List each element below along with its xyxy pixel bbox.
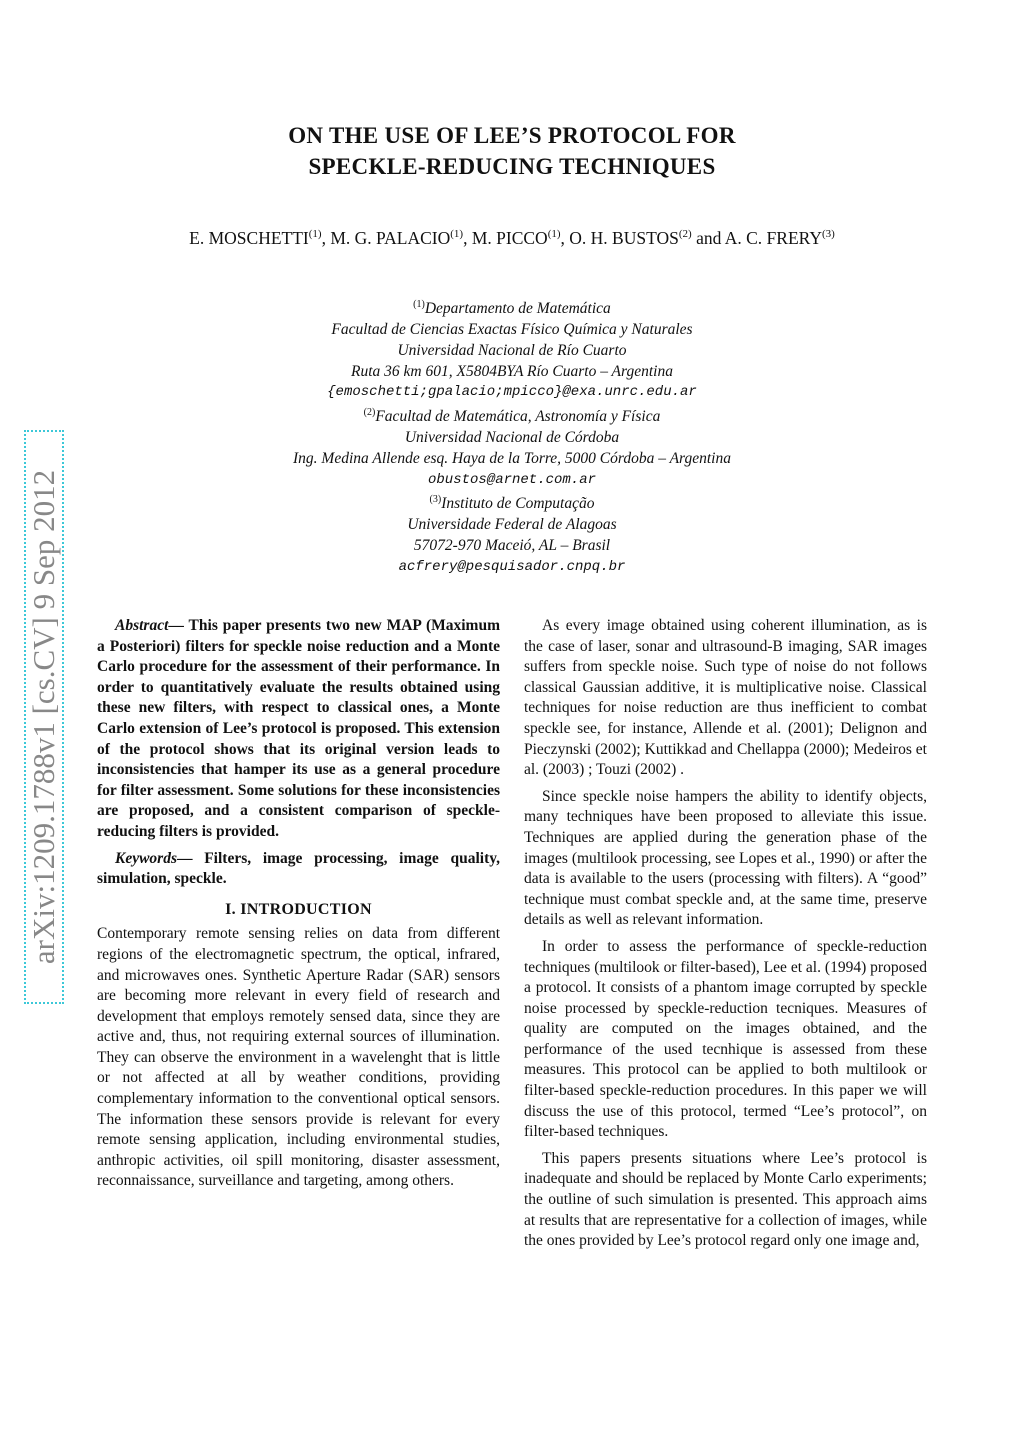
affil-line: Facultad de Matemática, Astronomía y Física <box>375 408 661 426</box>
abstract <box>97 616 500 843</box>
affil-email: acfrery@pesquisador.cnpq.br <box>398 559 626 576</box>
author: E. MOSCHETTI <box>189 228 309 248</box>
affil-mark: (3) <box>429 494 442 506</box>
affil-line: Universidad Nacional de Córdoba <box>404 429 620 447</box>
affil-line: 57072-970 Maceió, AL – Brasil <box>413 537 611 555</box>
author-mark: (1) <box>308 228 322 241</box>
author-mark: (1) <box>450 228 464 241</box>
affil-line: Universidade Federal de Alagoas <box>407 516 617 534</box>
keywords-text: — Filters, image processing, image quality, simulation, speckle. <box>97 849 500 888</box>
keywords <box>97 849 500 890</box>
affil-line: Departamento de Matemática <box>424 300 611 318</box>
sep: , <box>560 228 570 248</box>
paragraph: As every image obtained using coherent illumination, as is the case of laser, sonar and ultrasound-B imaging, SAR images suffers from speckle noise. Such type of noise do not follows classical Gaussian additive, it is multiplicative noise. Classical techniques for noise reduction are thus inefficient to combat speckle see, for instance, Allende et al. (2001); Delignon and Pieczynski (2002); Kuttikkad and Chellappa (2000); Medeiros et al. (2003) ; Touzi (2002) . <box>524 617 927 779</box>
abstract-text: — This paper presents two new MAP (Maximum a Posteriori) filters for speckle noise reduction and a Monte Carlo procedure for the assessment of their performance. In order to quantitatively evaluate the results obtained using these new filters, with respect to classical ones, a Monte Carlo extension of Lee’s protocol is proposed. This extension of the protocol shows that its original version leads to inconsistencies that hamper its use as a general procedure for filter assessment. Some solutions for these inconsistencies are proposed, and a consistent comparison of speckle-reducing filters is provided. <box>97 617 500 840</box>
paragraph: Since speckle noise hampers the ability to identify objects, many techniques have been proposed to alleviate this issue. Techniques are applied during the generation phase of the images (multilook processing, see Lopes et al., 1990) or after the data is available to the users (processing with filters). A “good” technique must combat speckle and, at the same time, preserve details as well as relevant information. <box>524 787 927 929</box>
author: A. C. FRERY <box>724 228 822 248</box>
affil-email: obustos@arnet.com.ar <box>427 471 597 488</box>
section-heading: I. INTRODUCTION <box>225 900 372 918</box>
paper-title <box>0 120 1024 182</box>
affil-mark: (2) <box>363 407 376 419</box>
author-mark: (3) <box>822 228 835 241</box>
sep: and <box>691 228 725 248</box>
author: O. H. BUSTOS <box>569 228 679 248</box>
author: M. G. PALACIO <box>330 228 451 248</box>
sep: , <box>321 228 331 248</box>
affil-line: Universidad Nacional de Río Cuarto <box>397 341 627 359</box>
paragraph: Contemporary remote sensing relies on data from different regions of the electromagnetic spectrum, the optical, infrared, and microwaves ones. Synthetic Aperture Radar (SAR) sensors are becoming more relevant in every field of research and development that employs remotely sensed data, since they are active and, thus, not requiring external sources of illumination. They can observe the environment in a wavelenght that is little or not affected at all by weather conditions, providing complementary information to the conventional optical sensors. The information these sensors provide is relevant for every remote sensing application, including environmental studies, anthropic activities, oil spill monitoring, disaster assessment, reconnaissance, surveillance and targeting, among others. <box>97 925 500 1190</box>
left-column <box>97 616 500 1198</box>
affiliations <box>0 295 1024 578</box>
arxiv-stamp-text: arXiv:1209.1788v1 [cs.CV] 9 Sep 2012 <box>26 469 61 965</box>
affil-line: Ing. Medina Allende esq. Haya de la Torre, 5000 Córdoba – Argentina <box>293 449 731 467</box>
title-line: ON THE USE OF LEE’S PROTOCOL FOR <box>288 123 736 148</box>
sep: , <box>463 228 472 248</box>
affil-line: Instituto de Computação <box>441 495 595 513</box>
author-mark: (2) <box>678 228 692 241</box>
affil-mark: (1) <box>413 299 425 310</box>
author-mark: (1) <box>547 228 561 241</box>
paragraph: This papers presents situations where Lee’s protocol is inadequate and should be replaced by Monte Carlo experiments; the outline of such simulation is presented. This approach aims at results that are representative for a collection of images, while the ones provided by Lee’s protocol regard only one image and, <box>524 1149 927 1250</box>
affil-email: {emoschetti;gpalacio;mpicco}@exa.unrc.edu.ar <box>327 384 697 401</box>
abstract-label: Abstract <box>115 617 169 634</box>
affil-line: Facultad de Ciencias Exactas Físico Química y Naturales <box>331 320 693 338</box>
title-line: SPECKLE-REDUCING TECHNIQUES <box>308 154 716 179</box>
keywords-label: Keywords <box>115 849 177 867</box>
author: M. PICCO <box>471 228 548 248</box>
arxiv-stamp <box>24 430 64 1004</box>
author-list <box>0 228 1024 249</box>
right-column <box>524 616 927 1258</box>
affil-line: Ruta 36 km 601, X5804BYA Río Cuarto – Argentina <box>351 362 673 380</box>
paragraph: In order to assess the performance of speckle-reduction techniques (multilook or filter-based), Lee et al. (1994) proposed a protocol. It consists of a phantom image corrupted by speckle noise processed by speckle-reduction tecniques. Measures of quality are computed on the images obtained, and the performance of the used tecnhique is assessed from these measures. This protocol can be applied to both multilook or filter-based speckle-reduction procedures. In this paper we will discuss the use of this protocol, termed “Lee’s protocol”, on filter-based techniques. <box>524 937 927 1141</box>
